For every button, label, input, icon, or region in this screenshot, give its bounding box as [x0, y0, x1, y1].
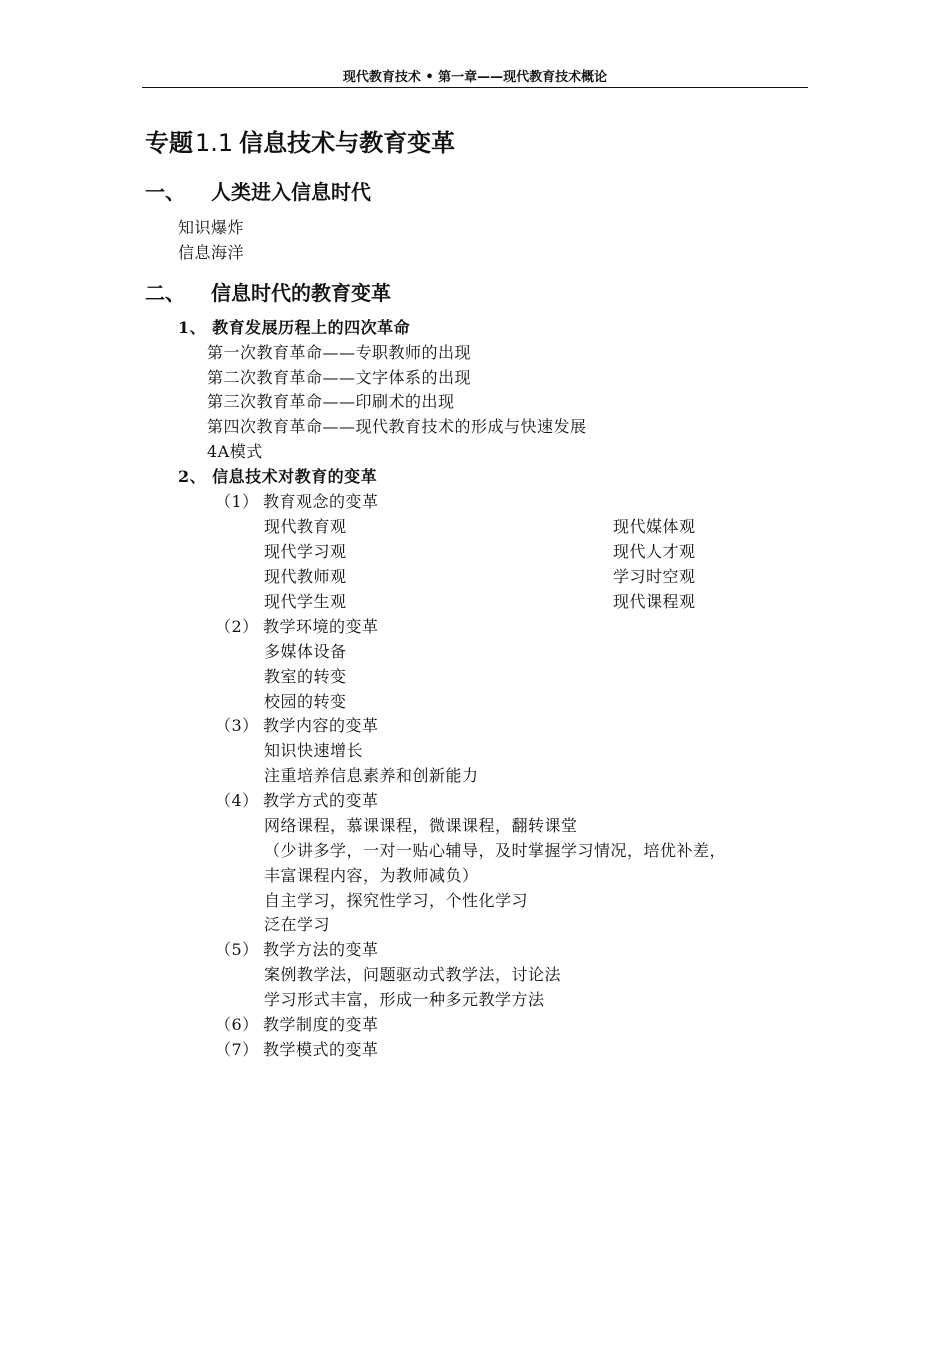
list-item: 注重培养信息素养和创新能力 — [264, 766, 479, 785]
change-number: （7） — [215, 1040, 259, 1059]
section-title: 信息时代的教育变革 — [211, 281, 391, 305]
change-title: 教学方式的变革 — [263, 791, 379, 810]
concept-left: 现代教育观 — [264, 517, 347, 536]
change-number: （5） — [215, 940, 259, 959]
subsection-number: 2、 — [178, 467, 207, 486]
change-heading-2 — [215, 614, 379, 637]
running-header: 现代教育技术 • 第一章——现代教育技术概论 — [342, 70, 608, 85]
change-heading-6 — [215, 1012, 379, 1035]
title-text: 信息技术与教育变革 — [239, 129, 456, 157]
change-title: 教学制度的变革 — [263, 1015, 379, 1034]
page-title — [145, 123, 455, 158]
list-item: 4A模式 — [207, 442, 263, 461]
change-heading-5 — [215, 937, 379, 960]
section-number: 二、 — [145, 281, 185, 305]
list-item: 自主学习，探究性学习，个性化学习 — [264, 891, 529, 910]
title-number: 1.1 — [195, 129, 234, 157]
list-item: 信息海洋 — [178, 243, 245, 262]
list-item: 网络课程，慕课课程，微课课程，翻转课堂 — [264, 816, 578, 835]
list-item: 案例教学法，问题驱动式教学法，讨论法 — [264, 965, 562, 984]
concept-right: 学习时空观 — [613, 567, 696, 586]
list-item: 校园的转变 — [264, 692, 347, 711]
concept-right: 现代媒体观 — [613, 517, 696, 536]
change-heading-4 — [215, 788, 379, 811]
list-item: 多媒体设备 — [264, 642, 347, 661]
list-item: 丰富课程内容，为教师减负） — [264, 866, 479, 885]
list-item: 学习形式丰富，形成一种多元教学方法 — [264, 990, 545, 1009]
change-title: 教育观念的变革 — [263, 492, 379, 511]
change-title: 教学方法的变革 — [263, 940, 379, 959]
subsection-title: 教育发展历程上的四次革命 — [212, 318, 411, 337]
list-item: 知识爆炸 — [178, 218, 245, 237]
change-number: （6） — [215, 1015, 259, 1034]
list-item: （少讲多学，一对一贴心辅导，及时掌握学习情况，培优补差， — [264, 841, 727, 860]
subsection-heading-2 — [178, 464, 377, 487]
list-item: 知识快速增长 — [264, 741, 364, 760]
subsection-title: 信息技术对教育的变革 — [212, 467, 378, 486]
list-item: 第一次教育革命——专职教师的出现 — [207, 343, 472, 362]
subsection-number: 1、 — [178, 318, 207, 337]
change-title: 教学内容的变革 — [263, 716, 379, 735]
title-prefix: 专题 — [145, 129, 193, 157]
list-item: 泛在学习 — [264, 915, 331, 934]
concept-right: 现代课程观 — [613, 592, 696, 611]
section-heading-1 — [145, 176, 371, 205]
section-title: 人类进入信息时代 — [211, 180, 371, 204]
concept-left: 现代教师观 — [264, 567, 347, 586]
change-number: （2） — [215, 617, 259, 636]
concept-left: 现代学生观 — [264, 592, 347, 611]
change-number: （4） — [215, 791, 259, 810]
change-heading-1 — [215, 489, 379, 512]
concept-left: 现代学习观 — [264, 542, 347, 561]
list-item: 教室的转变 — [264, 667, 347, 686]
change-number: （3） — [215, 716, 259, 735]
change-heading-7 — [215, 1037, 379, 1060]
list-item: 第四次教育革命——现代教育技术的形成与快速发展 — [207, 417, 587, 436]
header-rule — [142, 87, 808, 88]
section-heading-2 — [145, 277, 391, 306]
concept-right: 现代人才观 — [613, 542, 696, 561]
change-number: （1） — [215, 492, 259, 511]
subsection-heading-1 — [178, 315, 410, 338]
section-number: 一、 — [145, 180, 185, 204]
change-title: 教学环境的变革 — [263, 617, 379, 636]
list-item: 第二次教育革命——文字体系的出现 — [207, 368, 472, 387]
change-heading-3 — [215, 713, 379, 736]
list-item: 第三次教育革命——印刷术的出现 — [207, 392, 455, 411]
change-title: 教学模式的变革 — [263, 1040, 379, 1059]
